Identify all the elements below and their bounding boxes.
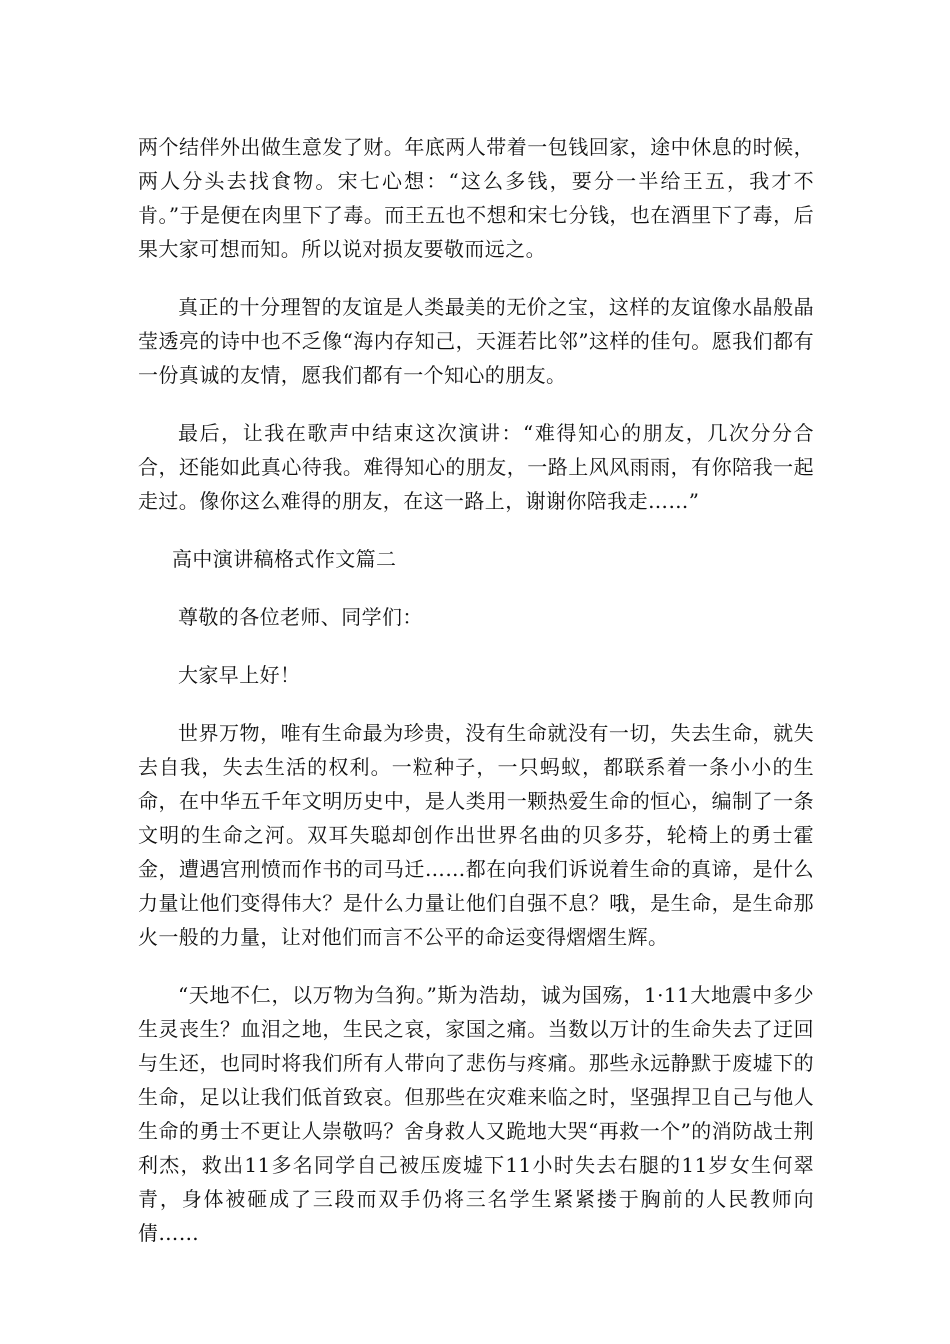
- paragraph-1: 两个结伴外出做生意发了财。年底两人带着一包钱回家，途中休息的时候，两人分头去找食物。宋七心想：“这么多钱，要分一半给王五，我才不肯。”于是便在肉里下了毒。而王五也不想和宋七分钱，也在酒里下了毒，后果大家可想而知。所以说对损友要敬而远之。: [138, 135, 814, 261]
- section-heading: 高中演讲稿格式作文篇二: [172, 547, 397, 571]
- paragraph-3: 最后，让我在歌声中结束这次演讲：“难得知心的朋友，几次分分合合，还能如此真心待我。难得知心的朋友，一路上风风雨雨，有你陪我一起走过。像你这么难得的朋友，在这一路上，谢谢你陪我走……”: [138, 421, 814, 513]
- salutation: 尊敬的各位老师、同学们：: [178, 605, 423, 629]
- paragraph-life: 世界万物，唯有生命最为珍贵，没有生命就没有一切，失去生命，就失去自我，失去生活的权利。一粒种子，一只蚂蚁，都联系着一条小小的生命，在中华五千年文明历史中，是人类用一颗热爱生命的恒心，编制了一条文明的生命之河。双耳失聪却创作出世界名曲的贝多芬，轮椅上的勇士霍金，遭遇宫刑愤而作书的司马迁……都在向我们诉说着生命的真谛，是什么力量让他们变得伟大？是什么力量让他们自强不息？哦，是生命，是生命那火一般的力量，让对他们而言不公平的命运变得熠熠生辉。: [138, 721, 814, 949]
- paragraph-earthquake: “天地不仁，以万物为刍狗。”斯为浩劫，诚为国殇，1·11大地震中多少生灵丧生？血泪之地，生民之哀，家国之痛。当数以万计的生命失去了迂回与生还，也同时将我们所有人带向了悲伤与疼痛。那些永远静默于废墟下的生命，足以让我们低首致哀。但那些在灾难来临之时，坚强捍卫自己与他人生命的勇士不更让人崇敬吗？舍身救人又跪地大哭“再救一个”的消防战士荆利杰，救出11多名同学自己被压废墟下11小时失去右腿的11岁女生何翠青，身体被砸成了三段而双手仍将三名学生紧紧搂于胸前的人民教师向倩……: [138, 983, 814, 1245]
- paragraph-2: 真正的十分理智的友谊是人类最美的无价之宝，这样的友谊像水晶般晶莹透亮的诗中也不乏像“海内存知己，天涯若比邻”这样的佳句。愿我们都有一份真诚的友情，愿我们都有一个知心的朋友。: [138, 295, 814, 387]
- document-body: [138, 130, 814, 1274]
- greeting: 大家早上好！: [178, 663, 301, 687]
